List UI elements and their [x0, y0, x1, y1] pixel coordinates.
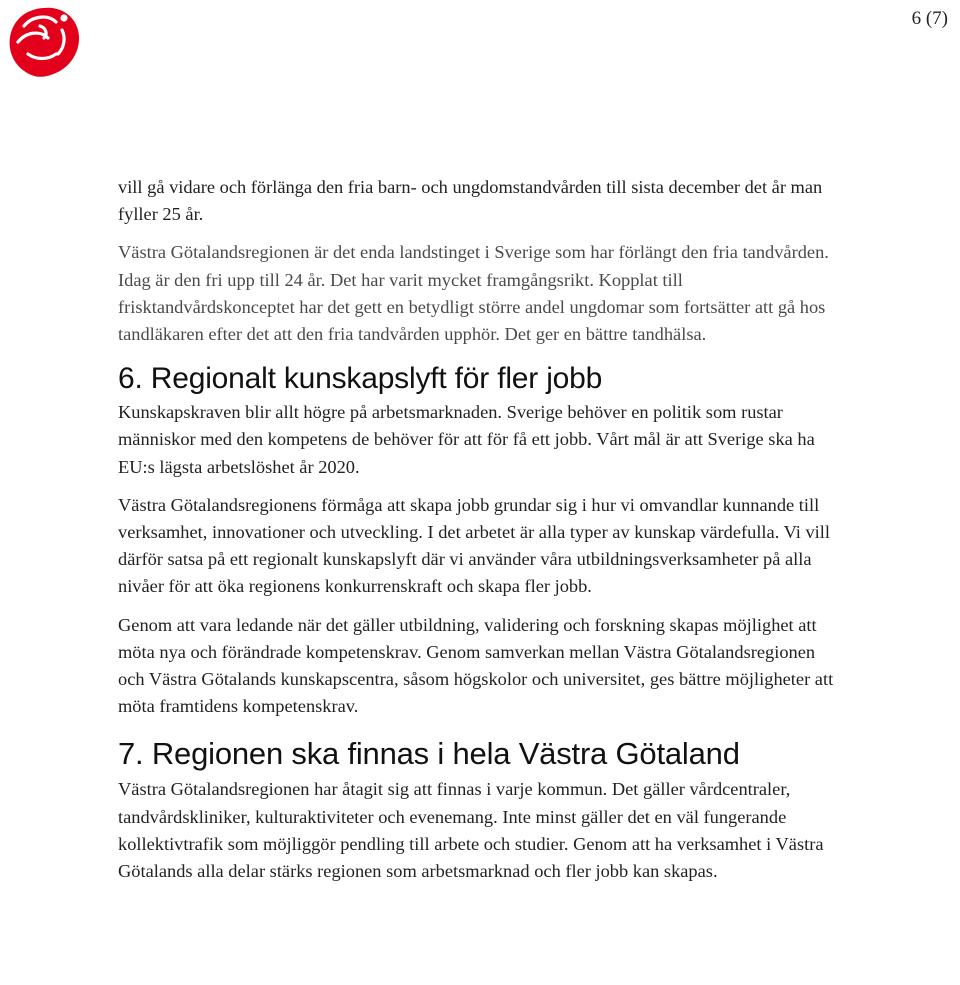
paragraph: Västra Götalandsregionen är det enda landstinget i Sverige som har förlängt den fria tandvården. Idag är den fri upp till 24 år. Det har varit mycket framgångsrikt. Kopplat till frisktandvårdskonceptet har det gett en betydligt större andel ungdomar som fortsätter att gå hos tandläkaren efter det att den fria tandvården upphör. Det ger en bättre tandhälsa. — [118, 242, 829, 345]
paragraph: vill gå vidare och förlänga den fria barn- och ungdomstandvården till sista december det år man fyller 25 år. — [118, 177, 823, 225]
paragraph: Genom att vara ledande när det gäller utbildning, validering och forskning skapas möjlighet att möta nya och förändrade kompetenskrav. Genom samverkan mellan Västra Götalandsregionen och Västra Götalands kunskapscentra, såsom högskolor och universitet, ges bättre möjligheter att möta framtidens kompetenskrav. — [118, 614, 834, 717]
section-heading: 7. Regionen ska finnas i hela Västra Götaland — [118, 736, 740, 772]
document-body — [118, 174, 844, 885]
section-heading: 6. Regionalt kunskapslyft för fler jobb — [118, 362, 603, 396]
paragraph: Kunskapskraven blir allt högre på arbetsmarknaden. Sverige behöver en politik som rustar människor med den kompetens de behöver för att för få ett jobb. Vårt mål är att Sverige ska ha EU:s lägsta arbetslöshet år 2020. — [118, 402, 815, 477]
page-number: 6 (7) — [911, 8, 948, 29]
paragraph: Västra Götalandsregionen har åtagit sig att finnas i varje kommun. Det gäller vårdcentraler, tandvårdskliniker, kulturaktiviteter och evenemang. Inte minst gäller det en väl fungerande kollektivtrafik som möjliggör pendling till arbete och studier. Genom att ha verksamhet i Västra Götalands alla delar stärks regionen som arbetsmarknad och fler jobb kan skapas. — [118, 779, 824, 882]
paragraph: Västra Götalandsregionens förmåga att skapa jobb grundar sig i hur vi omvandlar kunnande till verksamhet, innovationer och utveckling. I det arbetet är alla typer av kunskap värdefulla. Vi vill därför satsa på ett regionalt kunskapslyft där vi använder våra utbildningsverksamheter på alla nivåer för att öka regionens konkurrenskraft och skapa fler jobb. — [118, 494, 830, 597]
red-rose-logo-icon — [4, 2, 84, 82]
